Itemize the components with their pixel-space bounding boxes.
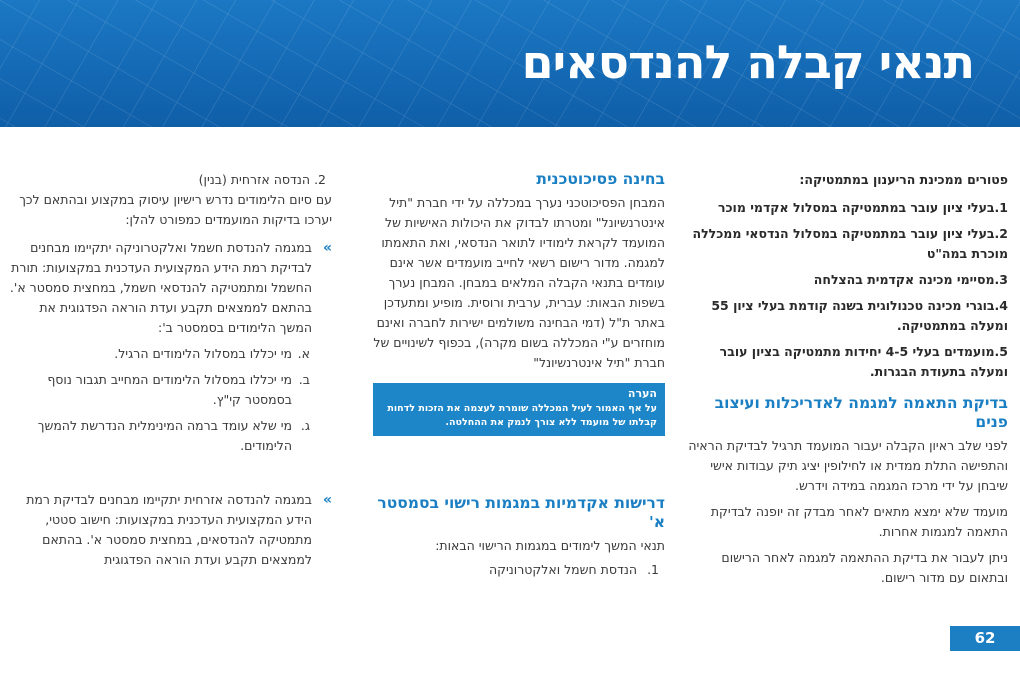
exemptions-title: פטורים ממכינת הריענון במתמטיקה:: [799, 172, 1008, 187]
right-column: [688, 170, 1008, 588]
sub-item: [6, 416, 332, 456]
page-title: תנאי קבלה להנדסאים: [521, 35, 974, 89]
bullet-item: [6, 490, 332, 570]
sub-item-mark: ג.: [300, 418, 310, 433]
note-text: על אף האמור לעיל המכללה שומרת לעצמה את הזכות לדחות קבלתו של מועמד ללא צורך לנמק את ההחלטה.: [387, 403, 657, 428]
civil-item-label: הנדסה אזרחית (בנין): [198, 172, 310, 187]
civil-text: עם סיום הלימודים נדרש רישיון עיסוק במקצוע ובהתאם לכך יערכו בדיקות המועמדים כמפורט להלן:: [19, 192, 332, 227]
sub-item-mark: ב.: [298, 372, 310, 387]
exemption-item: 1.בעלי ציון עובר במתמטיקה במסלול אקדמי מוכר: [717, 200, 1008, 215]
academic-item-number: 1.: [647, 562, 659, 577]
design-paragraph: לפני שלב ראיון הקבלה יעבור המועמד תרגיל לבדיקת הראיה והתפישה התלת ממדית או לחילופין יציג תיק עבודות אישי שיבחן על ידי מרכז המגמה במידה וידרש.: [688, 438, 1008, 493]
academic-item: [373, 560, 665, 580]
bullet-text: במגמה להנדסה אזרחית יתקיימו מבחנים לבדיקת רמת הידע המקצועית העדכנית במקצועות: חישוב סטטי, מתמטיקה להנדסאים, במחצית סמסטר א'. בהתאם לממצאים תקבע ועדת הוראה הפדגוגית: [26, 492, 312, 567]
page-number: 62: [950, 626, 1020, 651]
left-column: [6, 170, 332, 570]
sub-item-text: מי יכללו במסלול הלימודים המחייב תגבור נוסף בסמסטר קי"ץ.: [47, 372, 292, 407]
middle-column: [373, 170, 665, 580]
psycho-text: המבחן הפסיכוטכני נערך במכללה על ידי חברת "תיל אינטרנשיונל" ומטרתו לבדוק את היכולות האישיות של המועמד לקראת לימודיו לתואר הנדסאי, ואת התאמתו למגמה. מדור רישום רשאי לחייב מועמדים אשר אינם עומדים בתנאי הקבלה המלאים במבחן. המבחן נערך בשפות הבאות: עברית, ערבית ורוסית. מופיע ומתעדכן באתר ת"ל (דמי הבחינה משולמים ישירות לחברה ואינם מוחזרים ע"י המכללה בשום מקרה), בכפוף לשינויים של חברת "תיל אינטרנשיונל": [373, 195, 665, 370]
psycho-heading: בחינה פסיכוטכנית: [536, 170, 665, 188]
sub-item-text: מי שלא עומד ברמה המינימלית הנדרשת להמשך הלימודים.: [37, 418, 292, 453]
exemption-item: 4.בוגרי מכינה טכנולוגית בשנה קודמת בעלי ציון 55 ומעלה במתמטיקה.: [711, 298, 1008, 333]
design-heading: בדיקת התאמה למגמה לאדריכלות ועיצוב פנים: [714, 394, 1008, 431]
bullet-text: במגמה להנדסת חשמל ואלקטרוניקה יתקיימו מבחנים לבדיקת רמת הידע המקצועית העדכנית במקצועות: תורת החשמל ומתמטיקה להנדסאי חשמל, במחצית סמסטר א'. בהתאם לממצאים תקבע ועדת הוראה הפדגוגית את המשך הלימודים בסמסטר ב':: [9, 240, 312, 335]
sub-item-text: מי יכללו במסלול הלימודים הרגיל.: [114, 346, 292, 361]
design-paragraph: ניתן לעבור את בדיקת ההתאמה למגמה לאחר הרישום ובתאום עם מדור רישום.: [721, 550, 1008, 585]
note-title: הערה: [627, 387, 657, 400]
sub-item: [6, 370, 332, 410]
academic-heading: דרישות אקדמיות במגמות רישוי בסמסטר א': [377, 494, 665, 531]
civil-item-number: 2.: [314, 172, 326, 187]
note-box: [373, 383, 665, 436]
bullet-arrow-icon: »: [322, 240, 332, 256]
sub-item: [6, 344, 332, 364]
academic-item-text: הנדסת חשמל ואלקטרוניקה: [488, 562, 637, 577]
design-paragraph: מועמד שלא ימצא מתאים לאחר מבדק זה יופנה לבדיקת התאמה למגמות אחרות.: [710, 504, 1008, 539]
academic-intro: תנאי המשך לימודים במגמות הרישוי הבאות:: [435, 538, 665, 553]
exemption-item: 2.בעלי ציון עובר במתמטיקה במסלול הנדסאי ממכללה מוכרת במה"ט: [692, 226, 1008, 261]
header-banner: [0, 0, 1020, 127]
bullet-item: [6, 238, 332, 338]
bullet-arrow-icon: »: [322, 492, 332, 508]
exemption-item: 5.מועמדים בעלי 4-5 יחידות מתמטיקה בציון עובר ומעלה בתעודת הבגרות.: [719, 344, 1008, 379]
exemption-item: 3.מסיימי מכינה אקדמית בהצלחה: [813, 272, 1008, 287]
civil-item: [6, 170, 332, 190]
sub-item-mark: א.: [297, 346, 310, 361]
